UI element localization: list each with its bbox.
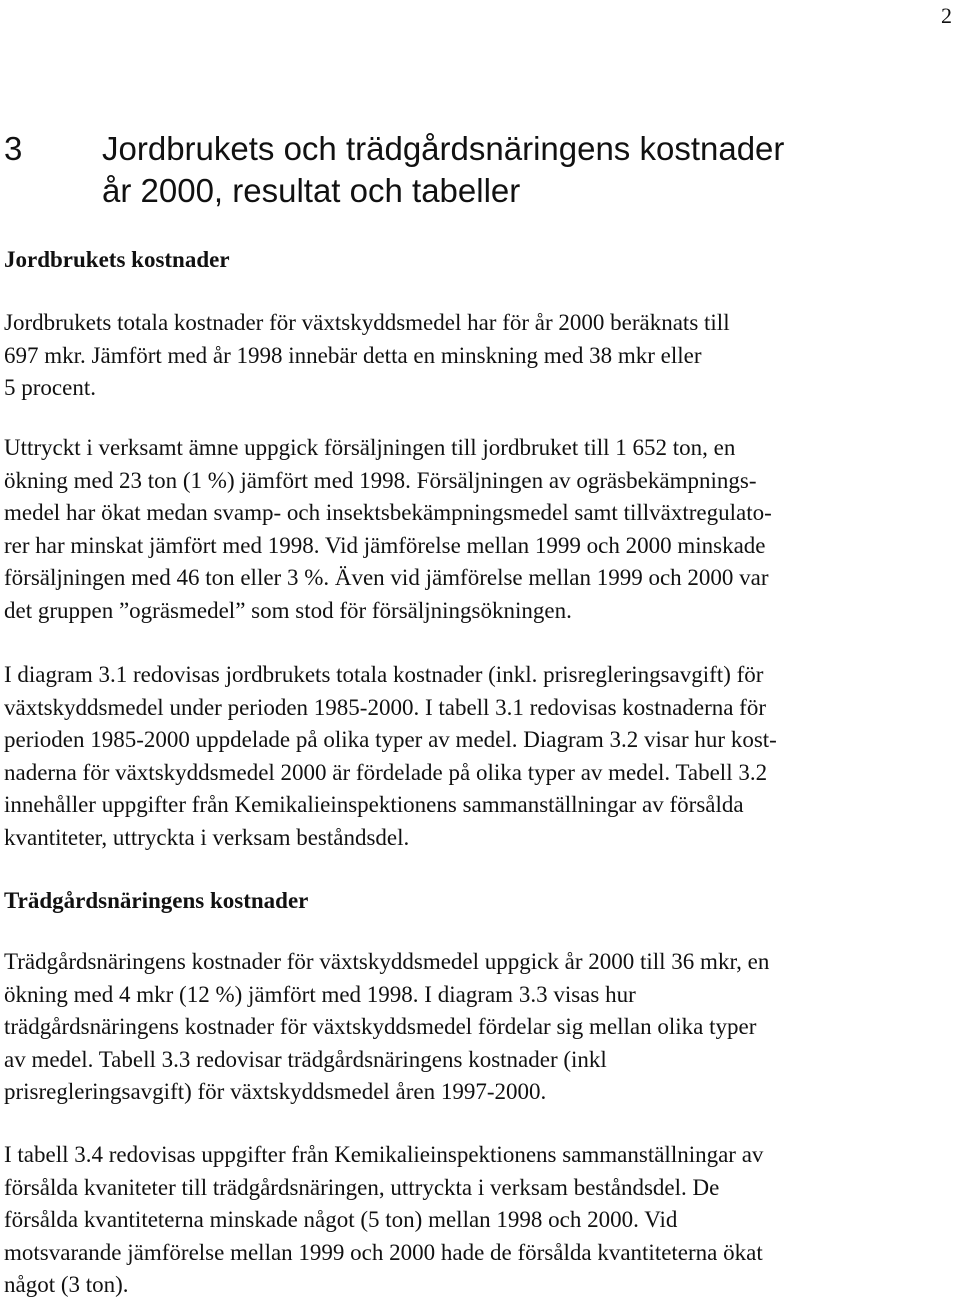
paragraph xyxy=(4,432,952,627)
page-number: 2 xyxy=(941,3,952,28)
text-line: motsvarande jämförelse mellan 1999 och 2000 hade de försålda kvantiteterna ökat xyxy=(4,1239,763,1265)
text-line: rer har minskat jämfört med 1998. Vid jämförelse mellan 1999 och 2000 minskade xyxy=(4,532,766,558)
text-line: av medel. Tabell 3.3 redovisar trädgårdsnäringens kostnader (inkl xyxy=(4,1046,607,1072)
text-line: 5 procent. xyxy=(4,375,96,400)
chapter-title-line: Jordbrukets och trädgårdsnäringens kostnader xyxy=(102,130,785,167)
paragraph xyxy=(4,1139,952,1302)
chapter-number: 3 xyxy=(4,130,23,167)
text-line: I tabell 3.4 redovisas uppgifter från Kemikalieinspektionens sammanställningar av xyxy=(4,1142,764,1167)
text-line: ökning med 4 mkr (12 %) jämfört med 1998. I diagram 3.3 visas hur xyxy=(4,981,636,1007)
text-line: kvantiteter, uttryckta i verksam beståndsdel. xyxy=(4,824,410,850)
text-line: trädgårdsnäringens kostnader för växtskyddsmedel fördelar sig mellan olika typer xyxy=(4,1014,757,1039)
text-line: I diagram 3.1 redovisas jordbrukets totala kostnader (inkl. prisregleringsavgift) för xyxy=(4,662,764,687)
text-line: innehåller uppgifter från Kemikalieinspektionens sammanställningar av försålda xyxy=(4,792,744,817)
text-line: medel har ökat medan svamp- och insektsbekämpningsmedel samt tillväxtregulato- xyxy=(4,500,772,525)
text-line: det gruppen ”ogräsmedel” som stod för försäljningsökningen. xyxy=(4,597,572,623)
paragraph xyxy=(4,946,952,1109)
text-line: försålda kvaniteter till trädgårdsnäringen, uttryckta i verksam beståndsdel. De xyxy=(4,1174,720,1200)
text-line: försäljningen med 46 ton eller 3 %. Även vid jämförelse mellan 1999 och 2000 var xyxy=(4,565,769,590)
chapter-title-line: år 2000, resultat och tabeller xyxy=(102,172,521,209)
chapter-title xyxy=(102,128,954,212)
text-line: ökning med 23 ton (1 %) jämfört med 1998. Försäljningen av ogräsbekämpnings- xyxy=(4,467,757,493)
paragraph xyxy=(4,307,952,405)
text-line: naderna för växtskyddsmedel 2000 är fördelade på olika typer av medel. Tabell 3.2 xyxy=(4,759,768,785)
chapter-heading xyxy=(4,128,954,212)
section-heading-jordbruk: Jordbrukets kostnader xyxy=(4,247,230,272)
text-line: något (3 ton). xyxy=(4,1272,129,1297)
text-line: prisregleringsavgift) för växtskyddsmedel åren 1997-2000. xyxy=(4,1079,547,1104)
text-line: försålda kvantiteterna minskade något (5 ton) mellan 1998 och 2000. Vid xyxy=(4,1207,678,1232)
text-line: Jordbrukets totala kostnader för växtskyddsmedel har för år 2000 beräknats till xyxy=(4,310,730,335)
paragraph xyxy=(4,659,952,854)
text-line: Uttryckt i verksamt ämne uppgick försäljningen till jordbruket till 1 652 ton, en xyxy=(4,435,736,460)
section-heading-tradgard: Trädgårdsnäringens kostnader xyxy=(4,888,309,913)
text-line: växtskyddsmedel under perioden 1985-2000. I tabell 3.1 redovisas kostnaderna för xyxy=(4,694,766,720)
text-line: 697 mkr. Jämfört med år 1998 innebär detta en minskning med 38 mkr eller xyxy=(4,342,702,368)
text-line: perioden 1985-2000 uppdelade på olika typer av medel. Diagram 3.2 visar hur kost- xyxy=(4,727,777,752)
text-line: Trädgårdsnäringens kostnader för växtskyddsmedel uppgick år 2000 till 36 mkr, en xyxy=(4,949,770,974)
